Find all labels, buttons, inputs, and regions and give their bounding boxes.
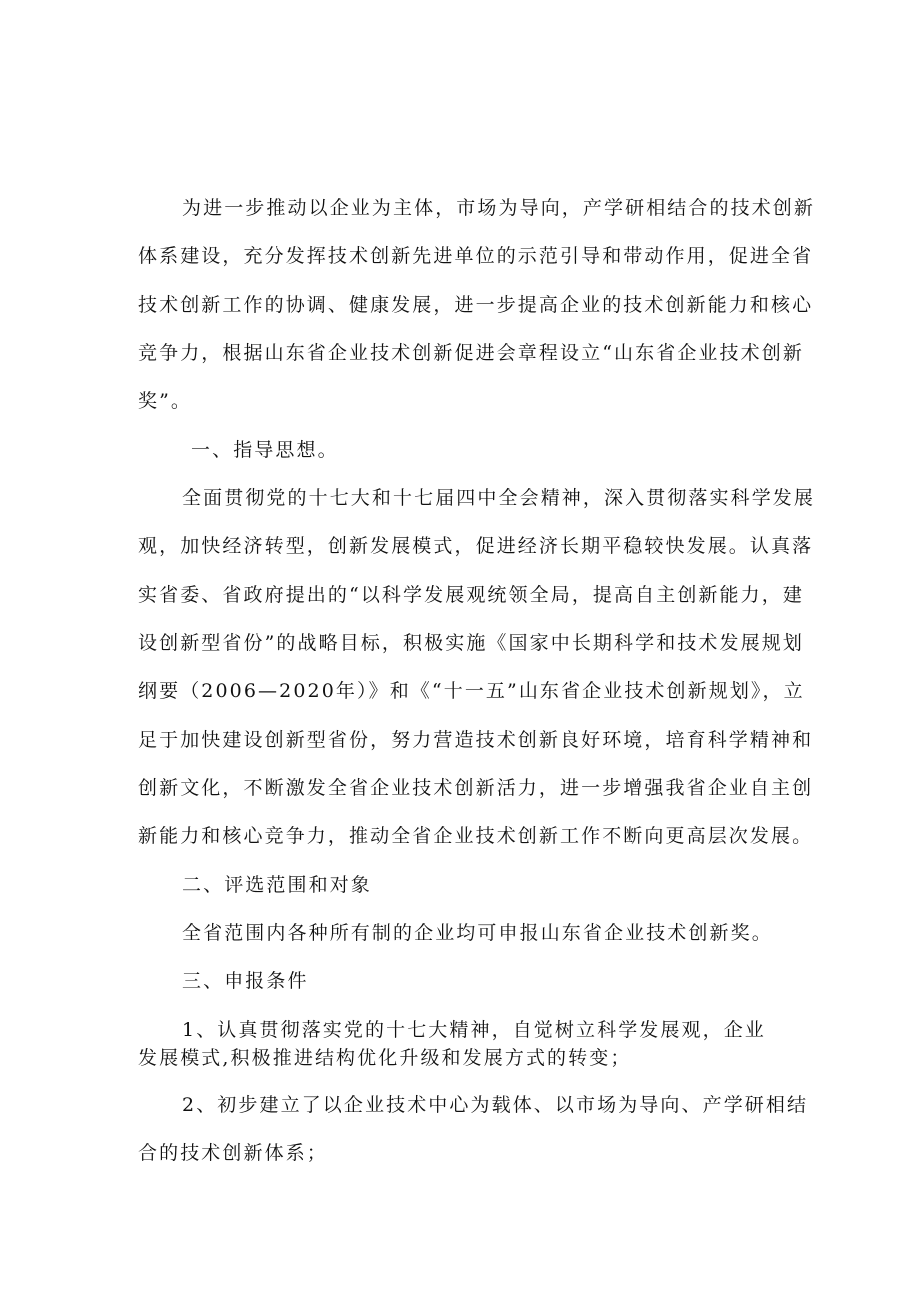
intro-line-2: 体系建设，充分发挥技术创新先进单位的示范引导和带动作用，促进全省 (138, 245, 814, 267)
section1-line-1: 全面贯彻党的十七大和十七届四中全会精神，深入贯彻落实科学发展 (182, 487, 816, 509)
section-heading-conditions: 三、申报条件 (182, 970, 309, 992)
section1-line-4: 设创新型省份”的战略目标，积极实施《国家中长期科学和技术发展规划 (138, 632, 804, 654)
section1-line-6: 足于加快建设创新型省份，努力营造技术创新良好环境，培育科学精神和 (138, 729, 814, 751)
condition-1-line-2: 发展模式,积极推进结构优化升级和发展方式的转变； (138, 1047, 632, 1069)
condition-1-line-1: 1、认真贯彻落实党的十七大精神，自觉树立科学发展观，企业 (182, 1019, 766, 1041)
section-heading-scope: 二、评选范围和对象 (182, 874, 372, 896)
intro-line-3: 技术创新工作的协调、健康发展，进一步提高企业的技术创新能力和核心 (138, 294, 814, 316)
section1-line-3: 实省委、省政府提出的“以科学发展观统领全局，提高自主创新能力，建 (138, 584, 804, 606)
intro-line-1: 为进一步推动以企业为主体，市场为导向，产学研相结合的技术创新 (182, 197, 816, 219)
section2-line-1: 全省范围内各种所有制的企业均可申报山东省企业技术创新奖。 (182, 922, 773, 944)
section1-line-7: 创新文化，不断激发全省企业技术创新活力，进一步增强我省企业自主创 (138, 777, 814, 799)
section-heading-guiding-ideology: 一、指导思想。 (191, 439, 339, 461)
intro-line-5: 奖”。 (138, 390, 193, 412)
intro-line-4: 竞争力，根据山东省企业技术创新促进会章程设立“山东省企业技术创新 (138, 342, 804, 364)
section1-line-2: 观，加快经济转型，创新发展模式，促进经济长期平稳较快发展。认真落 (138, 535, 814, 557)
section1-line-8: 新能力和核心竞争力，推动全省企业技术创新工作不断向更高层次发展。 (138, 825, 814, 847)
section1-line-5: 纲要（2006—2020年）》和《“十一五”山东省企业技术创新规划》，立 (138, 680, 805, 702)
condition-2-line-1: 2、初步建立了以企业技术中心为载体、以市场为导向、产学研相结 (182, 1094, 809, 1116)
condition-2-line-2: 合的技术创新体系； (138, 1142, 328, 1164)
